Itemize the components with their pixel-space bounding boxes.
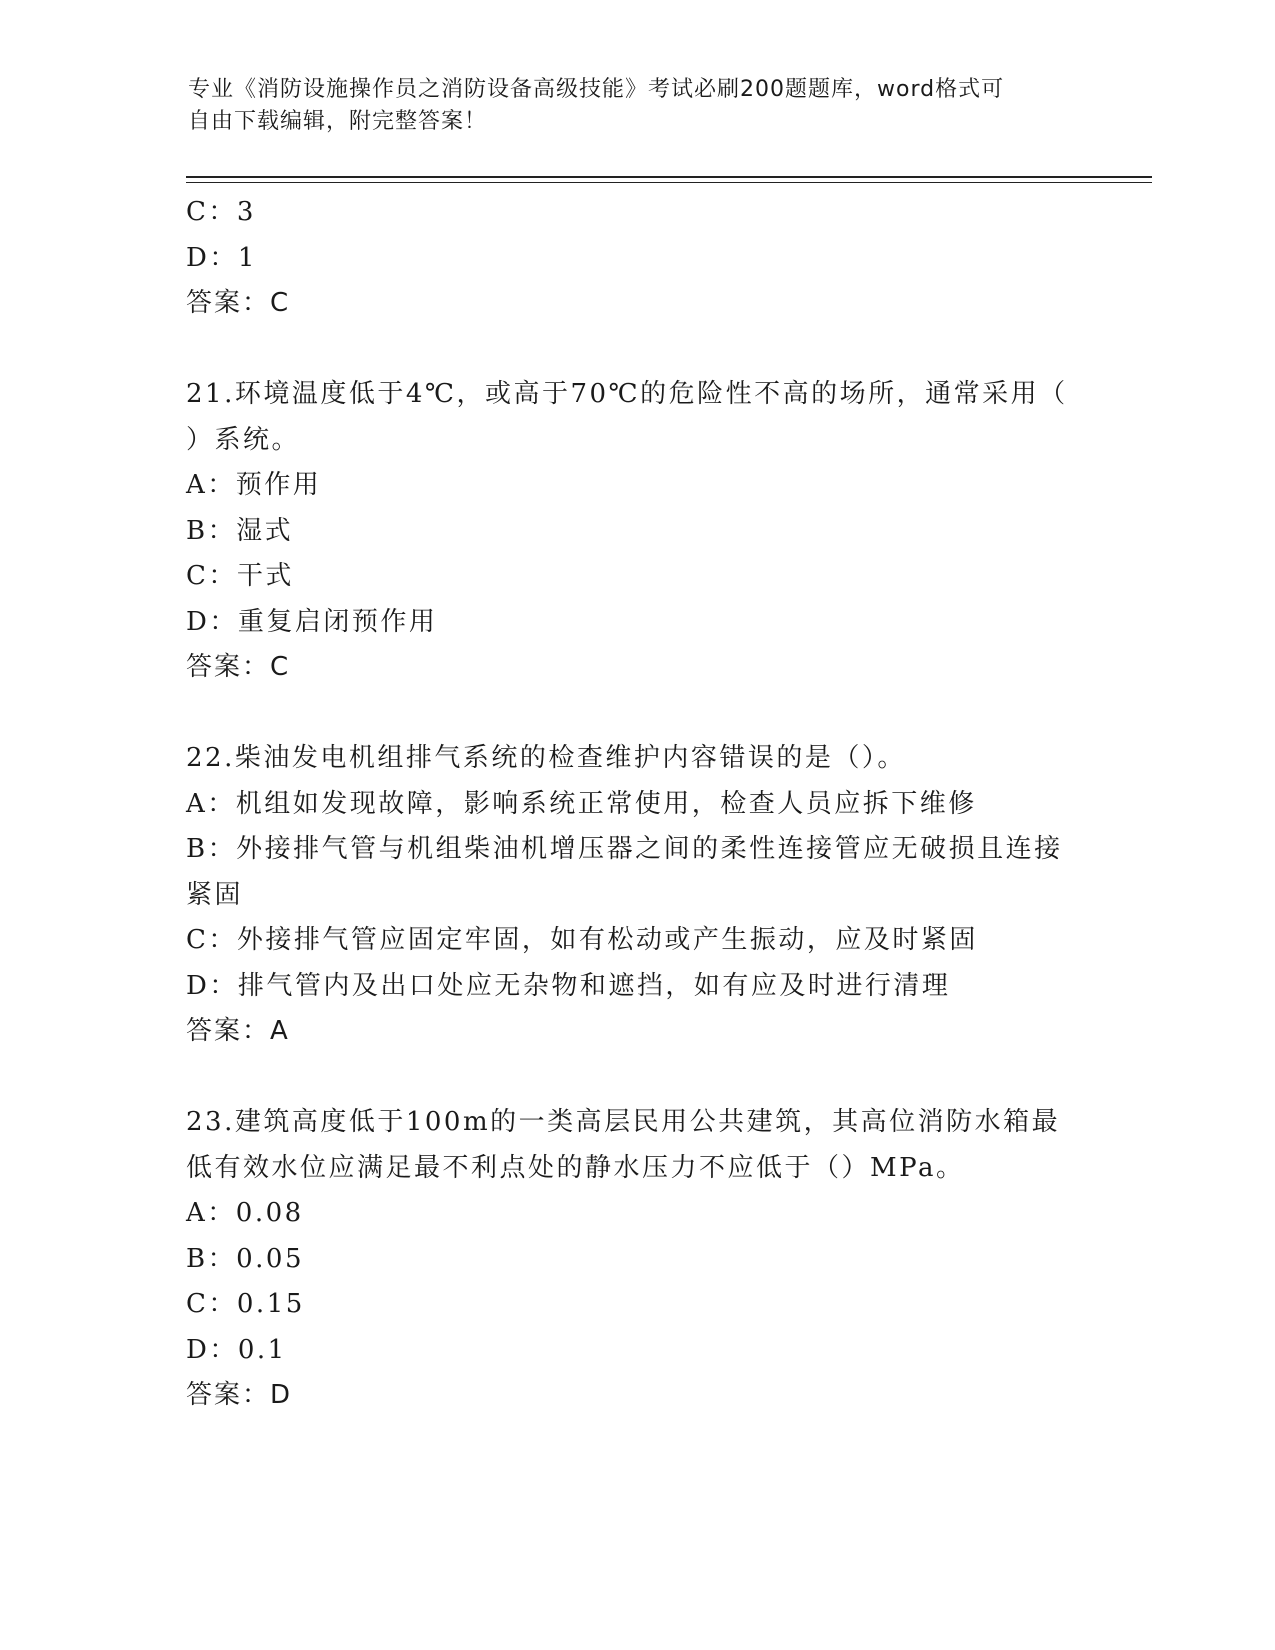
question-list bbox=[186, 190, 1086, 1419]
question-stem: 21.环境温度低于4℃，或高于70℃的危险性不高的场所，通常采用（ bbox=[186, 379, 1068, 409]
option-c: C：3 bbox=[186, 197, 256, 227]
question-stem: 23.建筑高度低于100m的一类高层民用公共建筑，其高位消防水箱最 bbox=[186, 1107, 1061, 1137]
question-22 bbox=[186, 736, 1086, 1055]
option-c: C：干式 bbox=[186, 561, 294, 591]
header-title-line-2: 自由下载编辑，附完整答案！ bbox=[188, 109, 488, 134]
header-title-line-1: 专业《消防设施操作员之消防设备高级技能》考试必刷200题题库，word格式可 bbox=[188, 77, 1005, 102]
question-21 bbox=[186, 372, 1086, 691]
option-b-continued: 紧固 bbox=[186, 879, 244, 910]
answer-line: 答案：C bbox=[186, 652, 291, 682]
option-c: C：0.15 bbox=[186, 1289, 305, 1319]
option-d: D：排气管内及出口处应无杂物和遮挡，如有应及时进行清理 bbox=[186, 970, 951, 1001]
answer-line: 答案：A bbox=[186, 1016, 290, 1046]
question-stem-continued: ）系统。 bbox=[186, 424, 301, 455]
option-d: D：1 bbox=[186, 242, 257, 273]
question-stem: 22.柴油发电机组排气系统的检查维护内容错误的是（）。 bbox=[186, 743, 906, 773]
option-a: A：机组如发现故障，影响系统正常使用，检查人员应拆下维修 bbox=[186, 788, 977, 819]
option-b: B：0.05 bbox=[186, 1243, 304, 1274]
option-a: A：预作用 bbox=[186, 470, 322, 500]
answer-line: 答案：C bbox=[186, 288, 291, 318]
question-23 bbox=[186, 1100, 1086, 1419]
option-a: A：0.08 bbox=[186, 1198, 304, 1228]
option-c: C：外接排气管应固定牢固，如有松动或产生振动，应及时紧固 bbox=[186, 925, 978, 955]
header-divider-thick bbox=[186, 176, 1152, 178]
option-d: D：重复启闭预作用 bbox=[186, 606, 438, 637]
option-b: B：湿式 bbox=[186, 515, 294, 546]
document-header bbox=[188, 74, 1078, 138]
question-20-tail bbox=[186, 190, 1086, 327]
option-b: B：外接排气管与机组柴油机增压器之间的柔性连接管应无破损且连接 bbox=[186, 834, 1063, 864]
header-divider-thin bbox=[186, 182, 1152, 183]
answer-line: 答案：D bbox=[186, 1380, 293, 1410]
question-stem-continued: 低有效水位应满足最不利点处的静水压力不应低于（）MPa。 bbox=[186, 1152, 965, 1183]
option-d: D：0.1 bbox=[186, 1334, 287, 1365]
